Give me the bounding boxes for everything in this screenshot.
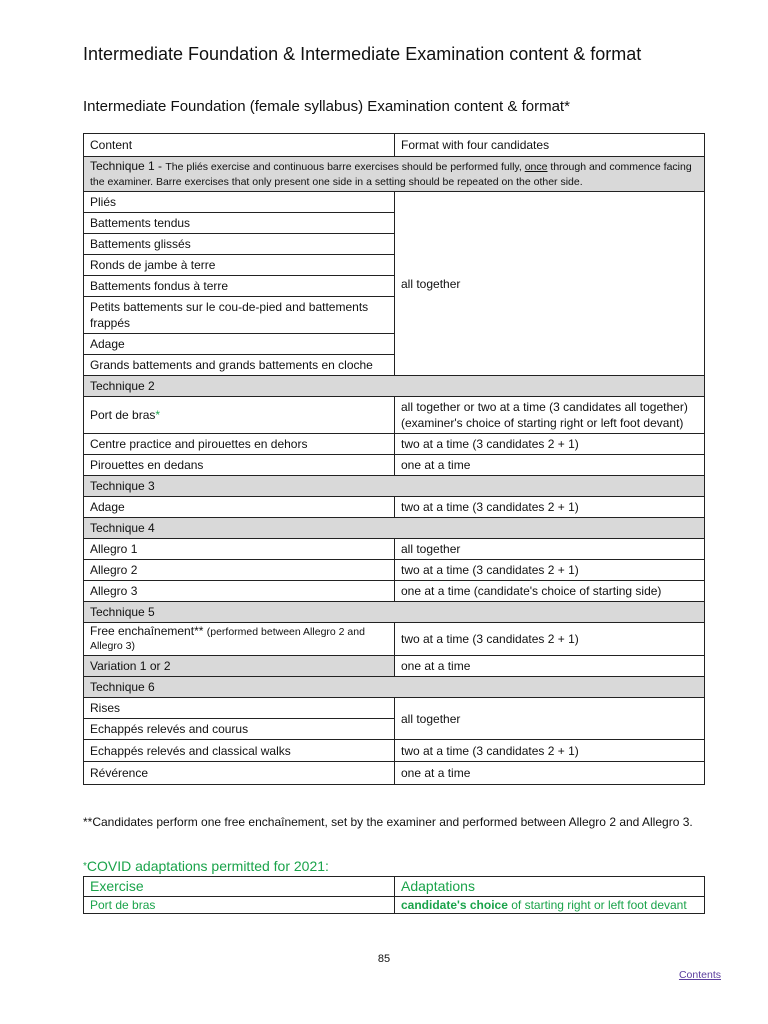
covid-title — [83, 858, 329, 875]
row-battements-fondus: Battements fondus à terre — [84, 276, 395, 297]
covid-table — [83, 876, 705, 914]
row-battements-glisses: Battements glissés — [84, 234, 395, 255]
technique-6-row — [84, 677, 705, 698]
variation-format: one at a time — [395, 656, 705, 677]
table-row — [84, 656, 705, 677]
covid-row — [84, 897, 705, 914]
table-row — [84, 740, 705, 762]
technique-4-label: Technique 4 — [84, 518, 705, 539]
technique-2-row — [84, 376, 705, 397]
technique-1-format: all together — [395, 192, 705, 376]
table-row — [84, 698, 705, 719]
row-centre-practice: Centre practice and pirouettes en dehors — [84, 434, 395, 455]
covid-title-text: COVID adaptations permitted for 2021: — [86, 858, 329, 874]
technique-1-note-once: once — [524, 161, 548, 173]
row-allegro-1: Allegro 1 — [84, 539, 395, 560]
table-row — [84, 497, 705, 518]
pirouettes-format: one at a time — [395, 455, 705, 476]
free-enchainement-format: two at a time (3 candidates 2 + 1) — [395, 623, 705, 656]
table-row — [84, 455, 705, 476]
row-free-enchainement — [84, 623, 395, 656]
table-row — [84, 397, 705, 434]
contents-link[interactable]: Contents — [678, 969, 721, 981]
row-reverence: Révérence — [84, 762, 395, 785]
allegro-2-format: two at a time (3 candidates 2 + 1) — [395, 560, 705, 581]
technique-5-label: Technique 5 — [84, 602, 705, 623]
row-petits-battements: Petits battements sur le cou-de-pied and battements frappés — [84, 297, 395, 334]
free-enchainement-note: (performed between Allegro 2 and Allegro 3) — [90, 626, 365, 652]
technique-6-label: Technique 6 — [84, 677, 705, 698]
centre-practice-format: two at a time (3 candidates 2 + 1) — [395, 434, 705, 455]
row-adage-2: Adage — [84, 497, 395, 518]
technique-3-row — [84, 476, 705, 497]
table-row — [84, 623, 705, 656]
row-adage-1: Adage — [84, 334, 395, 355]
header-content: Content — [84, 134, 395, 157]
row-port-de-bras — [84, 397, 395, 434]
allegro-1-format: all together — [395, 539, 705, 560]
sub-title: Intermediate Foundation (female syllabus) Examination content & format* — [83, 98, 570, 115]
row-allegro-2: Allegro 2 — [84, 560, 395, 581]
covid-header-row — [84, 877, 705, 897]
page-number: 85 — [377, 953, 391, 965]
table-row — [84, 539, 705, 560]
row-ronds-de-jambe: Ronds de jambe à terre — [84, 255, 395, 276]
technique-1-label: Technique 1 - — [90, 159, 166, 173]
table-row — [84, 581, 705, 602]
footnote: **Candidates perform one free enchaînement, set by the examiner and performed between Allegro 2 and Allegro 3. — [83, 815, 693, 829]
technique-1-note-after: through and commence facing the examiner. Barre exercises that only present one side in a setting should be repeated on the other side. — [90, 161, 692, 188]
row-variation: Variation 1 or 2 — [84, 656, 395, 677]
row-allegro-3: Allegro 3 — [84, 581, 395, 602]
row-echappes-walks: Echappés relevés and classical walks — [84, 740, 395, 762]
table-row — [84, 560, 705, 581]
row-plies: Pliés — [84, 192, 395, 213]
table-header-row — [84, 134, 705, 157]
reverence-format: one at a time — [395, 762, 705, 785]
exam-content-table — [83, 133, 705, 785]
technique-5-row — [84, 602, 705, 623]
table-row — [84, 192, 705, 213]
allegro-3-format: one at a time (candidate's choice of starting side) — [395, 581, 705, 602]
rises-format: all together — [395, 698, 705, 740]
covid-title-mark: * — [83, 861, 87, 872]
table-row — [84, 434, 705, 455]
covid-asterisk: * — [155, 408, 161, 422]
covid-header-exercise: Exercise — [84, 877, 395, 897]
technique-2-label: Technique 2 — [84, 376, 705, 397]
row-rises: Rises — [84, 698, 395, 719]
header-format: Format with four candidates — [395, 134, 705, 157]
covid-row-adaptation — [395, 897, 705, 914]
adage-format: two at a time (3 candidates 2 + 1) — [395, 497, 705, 518]
technique-4-row — [84, 518, 705, 539]
covid-row-bold: candidate's choice — [401, 898, 508, 912]
technique-1-note — [84, 157, 705, 192]
covid-header-adaptations: Adaptations — [395, 877, 705, 897]
technique-3-label: Technique 3 — [84, 476, 705, 497]
echappes-walks-format: two at a time (3 candidates 2 + 1) — [395, 740, 705, 762]
covid-row-rest: of starting right or left foot devant — [507, 898, 687, 912]
row-grands-battements: Grands battements and grands battements en cloche — [84, 355, 395, 376]
row-battements-tendus: Battements tendus — [84, 213, 395, 234]
covid-row-exercise: Port de bras — [84, 897, 395, 914]
row-echappes-courus: Echappés relevés and courus — [84, 719, 395, 740]
row-pirouettes-en-dedans: Pirouettes en dedans — [84, 455, 395, 476]
free-enchainement-label: Free enchaînement** — [90, 624, 207, 638]
port-de-bras-format: all together or two at a time (3 candidates all together) (examiner's choice of starting right or left foot devant) — [395, 397, 705, 434]
technique-1-row — [84, 157, 705, 192]
port-de-bras-label: Port de bras — [90, 408, 156, 422]
table-row — [84, 762, 705, 785]
page-title: Intermediate Foundation & Intermediate Examination content & format — [83, 44, 642, 64]
technique-1-note-before: The pliés exercise and continuous barre exercises should be performed fully, — [165, 161, 525, 173]
